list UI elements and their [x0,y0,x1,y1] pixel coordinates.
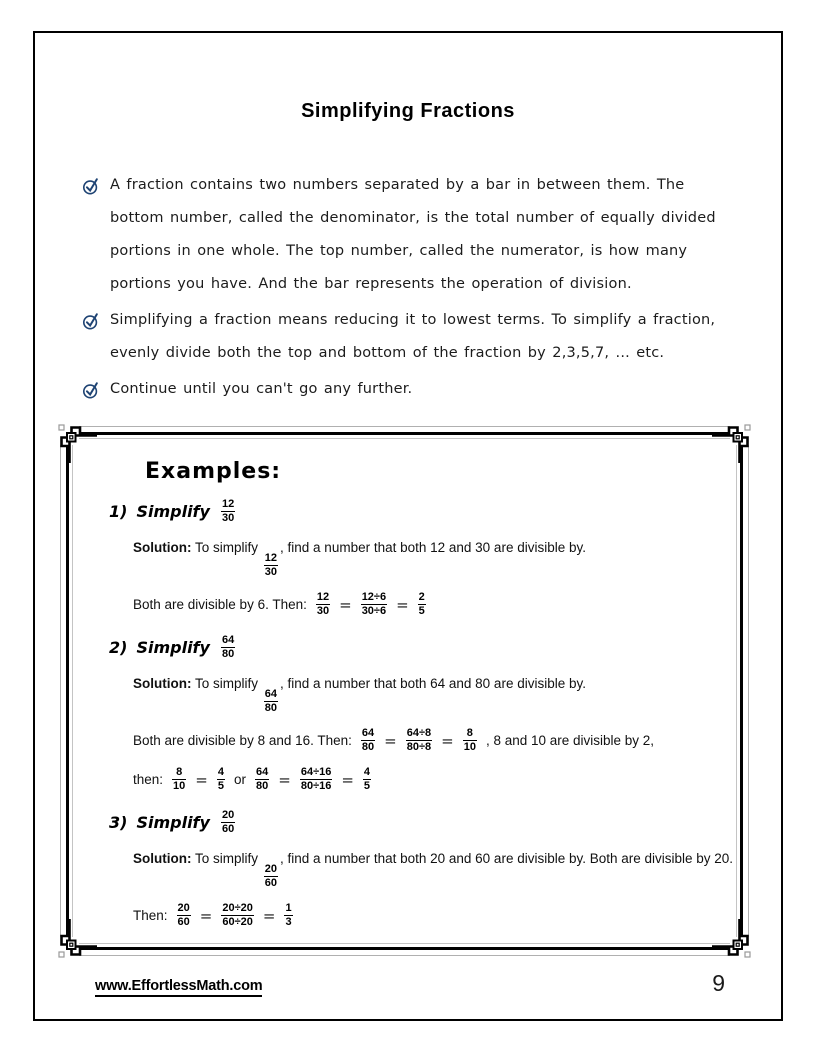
fraction-numerator: 64 [264,688,278,700]
example-verb: Simplify [136,638,210,657]
equals-sign: = [396,595,409,614]
solution-intro: To simplify [195,851,259,866]
equals-sign: = [441,731,454,750]
fraction [177,902,191,929]
solution-intro: To simplify [195,540,259,555]
fraction-numerator: 8 [466,727,473,739]
fraction-denominator: 5 [217,780,224,792]
fraction [255,766,269,793]
example-number: 1) [109,502,128,521]
fraction-numerator: 64÷16 [300,766,332,778]
fraction [264,688,278,715]
fraction-numerator: 4 [217,766,224,778]
equals-sign: = [195,770,208,789]
fraction-numerator: 12 [316,591,330,603]
fraction [221,498,235,525]
equals-sign: = [199,906,213,925]
bullet-list [82,169,741,406]
fraction-numerator: 64 [221,634,235,646]
example-title [109,809,740,836]
fraction-numerator: 20 [221,809,235,821]
fraction-numerator: 1 [285,902,292,914]
bullet-item [82,373,741,406]
fraction [300,766,333,793]
equation-intro: then: [133,772,164,787]
fraction-denominator: 30 [221,512,235,524]
equation-note: , 8 and 10 are divisible by 2, [485,733,655,748]
fraction-numerator: 64÷8 [406,727,432,739]
fraction-denominator: 3 [285,916,292,928]
fraction [221,634,235,661]
fraction-denominator: 60 [177,916,190,928]
greek-key-ornament [57,423,97,463]
fraction-numerator: 64 [256,766,269,778]
example-2 [69,634,740,793]
example-number: 2) [109,638,128,657]
fraction [284,902,292,929]
equals-sign: = [341,770,354,789]
equals-sign: = [262,906,276,925]
bullet-item [82,304,741,370]
example-title [109,498,740,525]
fraction-denominator: 5 [418,605,425,617]
check-circle-icon [82,312,100,330]
example-verb: Simplify [136,813,210,832]
solution-rest: , find a number that both 12 and 30 are divisible by. [280,540,586,555]
solution-label: Solution: [133,851,192,866]
fraction [264,552,278,579]
or-word: or [233,772,246,787]
example-number: 3) [109,813,128,832]
fraction-denominator: 30 [316,605,330,617]
example-3 [69,809,740,929]
equals-sign: = [384,731,397,750]
equation-intro: Both are divisible by 6. Then: [133,597,307,612]
fraction-numerator: 12 [264,552,278,564]
page-number: 9 [712,970,725,996]
fraction-denominator: 80 [361,741,375,753]
example-title [109,634,740,661]
check-circle-icon [82,177,100,195]
fraction [418,591,426,618]
fraction-denominator: 80 [256,780,269,792]
fraction [363,766,371,793]
bullet-item [82,169,741,301]
example-verb: Simplify [136,502,210,521]
fraction [406,727,432,754]
fraction-numerator: 20 [177,902,190,914]
fraction-denominator: 10 [173,780,186,792]
fraction [172,766,186,793]
fraction-denominator: 80÷8 [406,741,432,753]
equation-intro: Both are divisible by 8 and 16. Then: [133,733,352,748]
equation-line [133,902,740,929]
solution-rest: , find a number that both 20 and 60 are divisible by. Both are divisible by 20. [280,851,734,866]
fraction-numerator: 12 [221,498,235,510]
page-title: Simplifying Fractions [301,100,515,122]
equation-line [133,591,740,618]
fraction [361,727,375,754]
fraction-denominator: 80 [264,702,278,714]
solution-label: Solution: [133,540,192,555]
fraction-numerator: 20÷20 [222,902,253,914]
fraction [316,591,330,618]
equation-line [133,727,740,754]
fraction [463,727,477,754]
equals-sign: = [278,770,291,789]
fraction [221,902,254,929]
fraction [217,766,225,793]
greek-key-ornament [712,423,752,463]
example-1 [69,498,740,618]
fraction-numerator: 2 [418,591,425,603]
solution-intro: To simplify [195,676,259,691]
fraction [264,863,278,890]
fraction-denominator: 10 [463,741,476,753]
fraction [361,591,387,618]
page-footer [95,970,725,997]
examples-box [66,432,743,950]
fraction-numerator: 8 [176,766,183,778]
fraction [221,809,235,836]
solution-text [133,671,694,715]
fraction-denominator: 60÷20 [222,916,253,928]
fraction-denominator: 30÷6 [361,605,387,617]
bullet-text: Simplifying a fraction means reducing it to lowest terms. To simplify a fraction, evenly divide both the top and bottom of the fraction by 2,3,5,7, ... etc. [110,312,716,361]
worksheet-page [33,31,783,1021]
fraction-numerator: 20 [264,863,278,875]
fraction-numerator: 4 [363,766,371,778]
bullet-text: A fraction contains two numbers separated by a bar in between them. The bottom number, called the denominator, is the total number of equally divided portions in one whole. The top number, called the numerator, is how many portions you have. And the bar represents the operation of division. [110,177,716,292]
solution-text [133,535,694,579]
equation-line [133,766,740,793]
fraction-numerator: 12÷6 [361,591,387,603]
fraction-denominator: 80 [221,648,235,660]
fraction-denominator: 5 [363,780,371,792]
fraction-numerator: 64 [361,727,375,739]
fraction-denominator: 60 [221,823,235,835]
solution-label: Solution: [133,676,192,691]
fraction-denominator: 60 [264,877,278,889]
fraction-denominator: 30 [264,566,278,578]
equation-intro: Then: [133,908,168,923]
check-circle-icon [82,381,100,399]
fraction-denominator: 80÷16 [300,780,332,792]
solution-rest: , find a number that both 64 and 80 are divisible by. [280,676,586,691]
solution-text [133,846,755,890]
equals-sign: = [339,595,352,614]
examples-heading: Examples: [145,459,282,484]
bullet-text: Continue until you can't go any further. [110,381,413,397]
footer-link[interactable]: www.EffortlessMath.com [95,978,262,997]
